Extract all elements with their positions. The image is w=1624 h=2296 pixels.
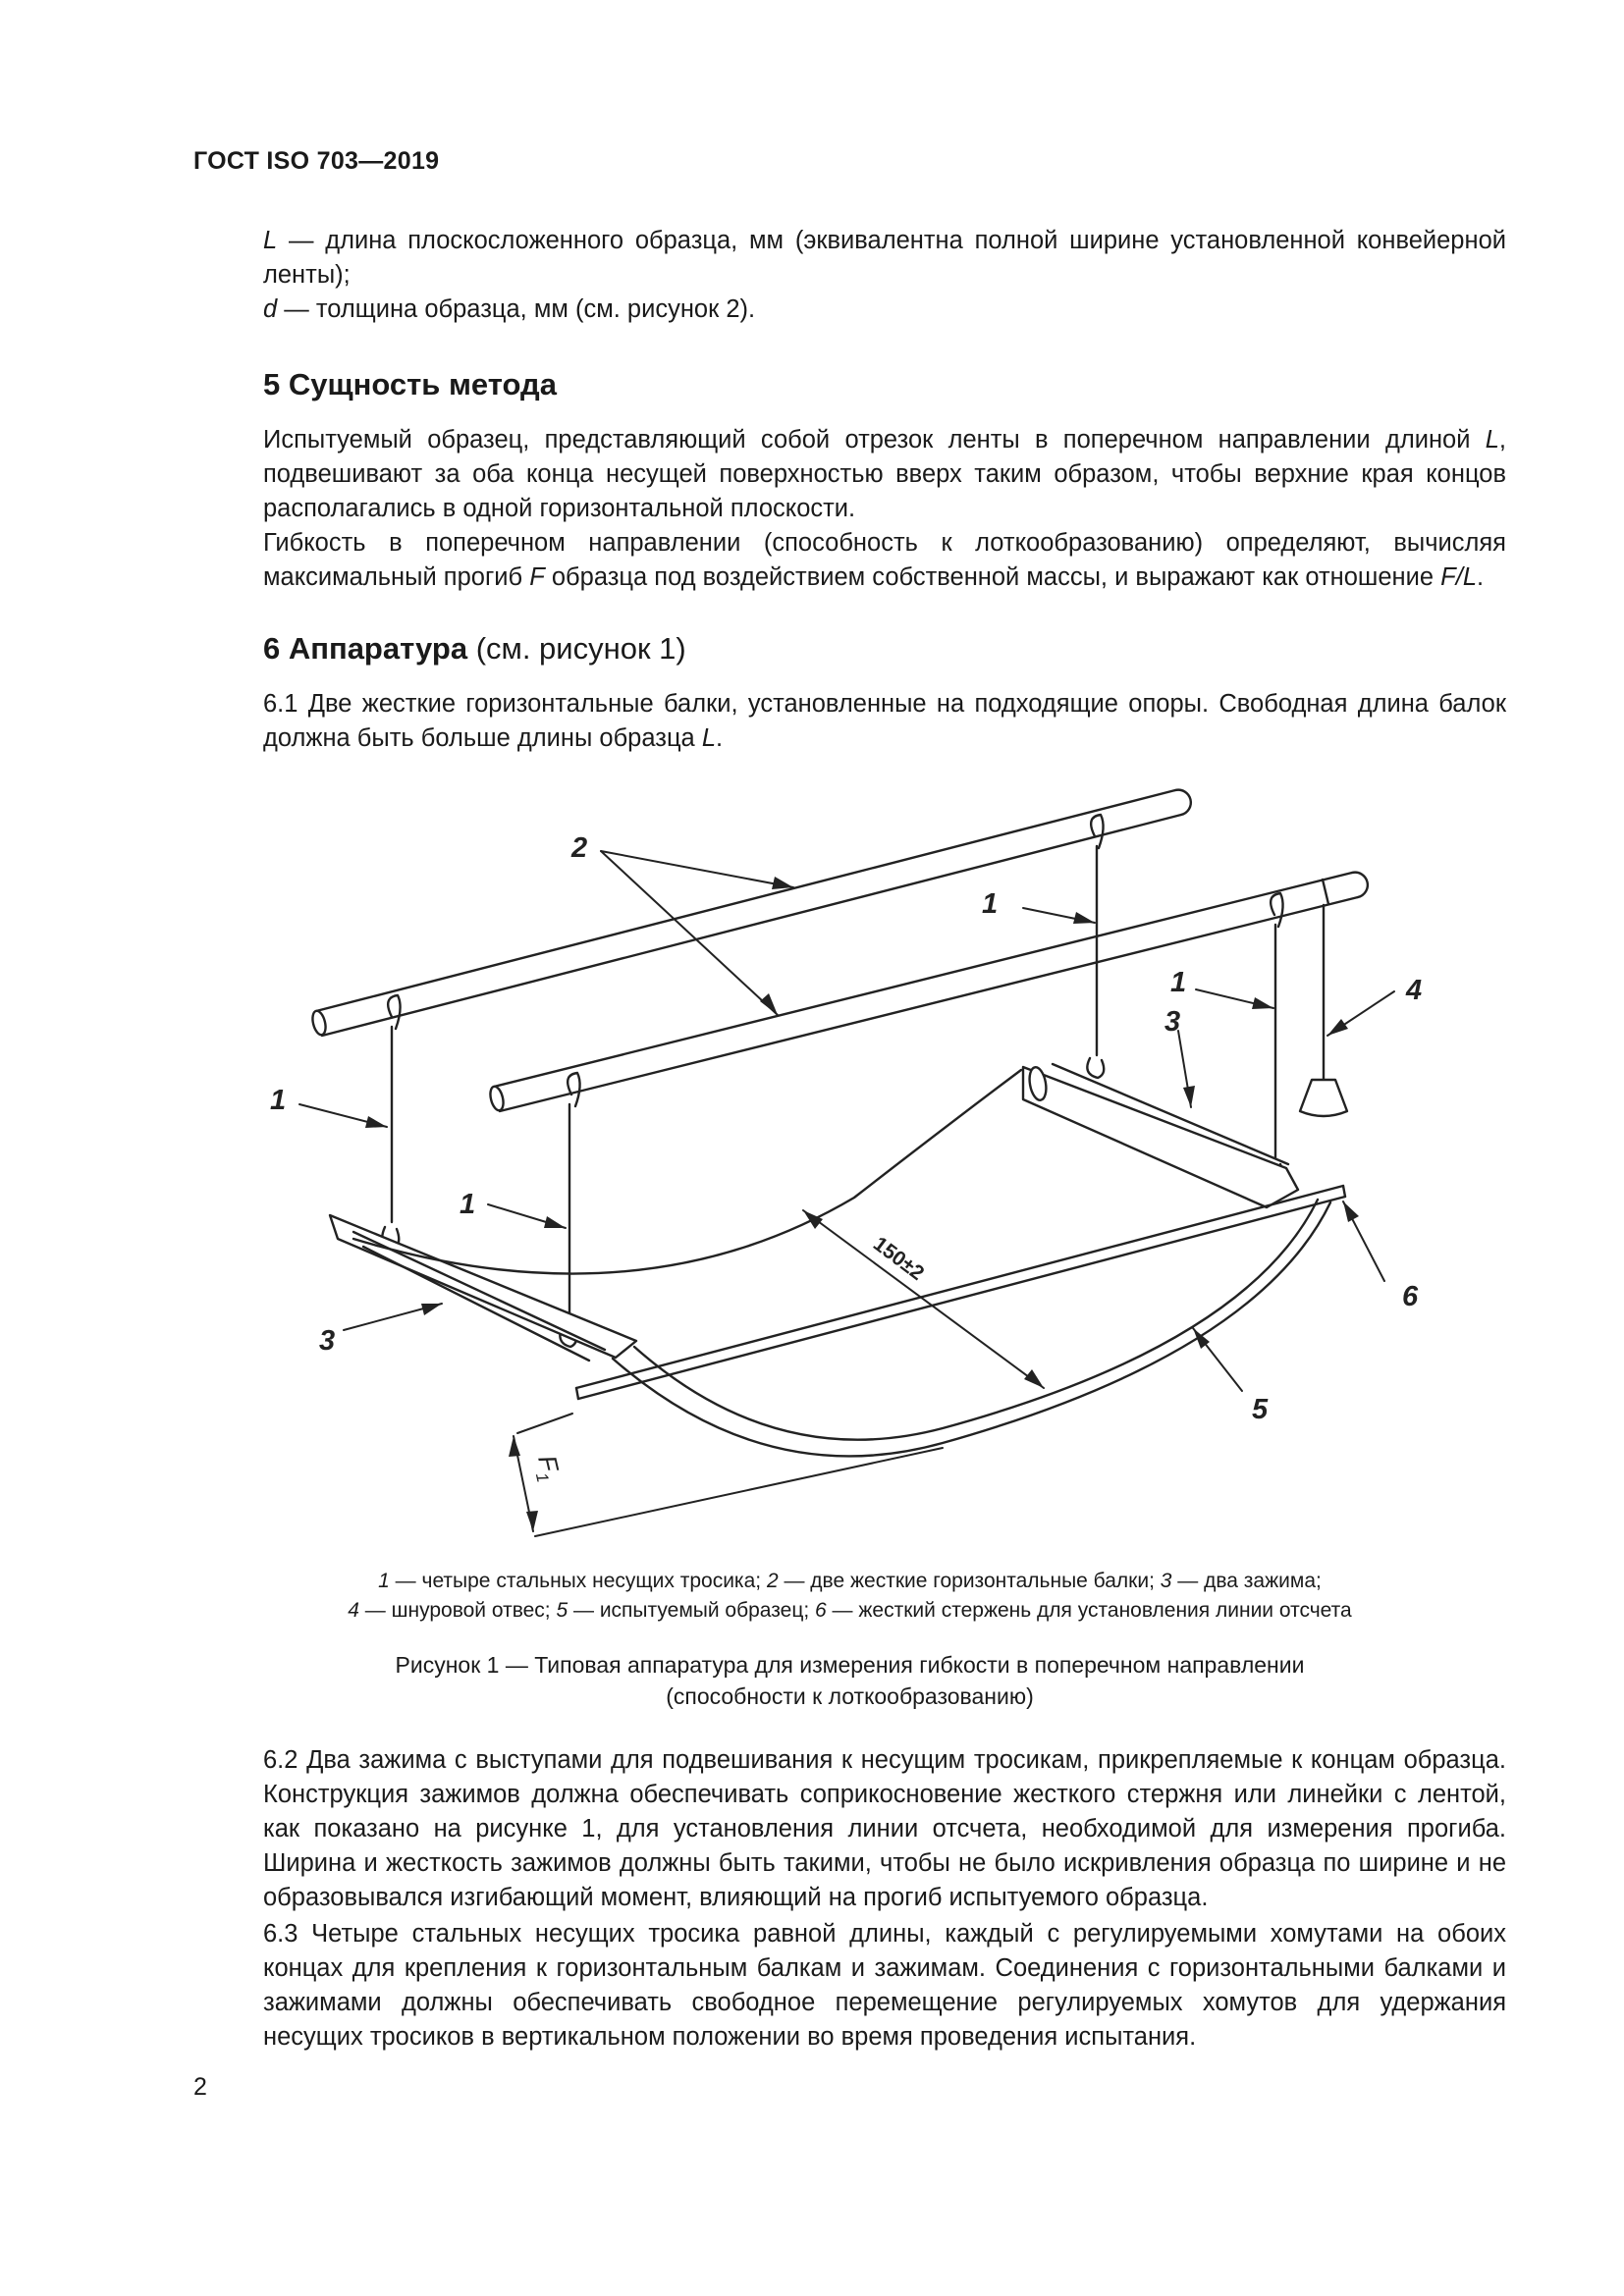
paragraph-6-1: 6.1 Две жесткие горизонтальные балки, установленные на подходящие опоры. Свободная длина балок должна быть больше длины образца L. [263, 690, 1506, 752]
definition-L: L — длина плоскосложенного образца, мм (эквивалентна полной ширине установленной конвейерной ленты); [263, 227, 1506, 289]
dimension-150: 150±2 [868, 1232, 929, 1286]
figure-legend: 1 — четыре стальных несущих тросика; 2 — две жесткие горизонтальные балки; 3 — два зажима; 4 — шнуровой отвес; 5 — испытуемый образец; 6 — жесткий стержень для установления линии отсчета [348, 1570, 1352, 1622]
specimen-upper [353, 1070, 1021, 1274]
reference-rod [576, 1186, 1345, 1399]
label-6: 6 [1402, 1281, 1419, 1312]
label-1-front-right: 1 [1170, 967, 1187, 998]
section-5-paragraph-1: Испытуемый образец, представляющий собой отрезок ленты в поперечном направлении длиной L, подвешивают за оба конца несущей поверхностью вверх таким образом, чтобы верхние края концов располагались в одной горизонтальной плоскости. [263, 426, 1506, 522]
label-1-front-left: 1 [460, 1189, 476, 1220]
label-2: 2 [571, 832, 588, 864]
clamp-right [1023, 1064, 1298, 1207]
section-6-heading: 6 Аппаратура (см. рисунок 1) [263, 631, 686, 666]
hook-front-right [1271, 893, 1282, 927]
svg-text:F1: $F_1$ [531, 1452, 565, 1484]
figure-caption: Рисунок 1 — Типовая аппаратура для измерения гибкости в поперечном направлении (способности к лоткообразованию) [395, 1652, 1305, 1709]
plumb-bob [1300, 1080, 1347, 1116]
page-number: 2 [193, 2073, 207, 2101]
specimen-lower [613, 1202, 1330, 1456]
label-5: 5 [1252, 1394, 1269, 1425]
hook-front-left [568, 1073, 579, 1106]
paragraph-6-3: 6.3 Четыре стальных несущих тросика равной длины, каждый с регулируемыми хомутами на обоих концах для крепления к горизонтальным балкам и зажимам. Соединения с горизонтальными балками и зажимами должны обеспечивать свободное перемещение регулируемых хомутов для удержания несущих тросиков в вертикальном положении во время проведения испытания. [263, 1920, 1506, 2051]
section-5-paragraph-2: Гибкость в поперечном направлении (способность к лоткообразованию) определяют, вычисляя максимальный прогиб F образца под воздействием собственной массы, и выражают как отношение F/L. [263, 529, 1506, 591]
dimension-F1 [528, 1453, 567, 1484]
label-3-right: 3 [1164, 1006, 1181, 1038]
definition-d: d — толщина образца, мм (см. рисунок 2). [263, 295, 756, 323]
label-4: 4 [1406, 975, 1423, 1006]
paragraph-6-2: 6.2 Два зажима с выступами для подвешивания к несущим тросикам, прикрепляемые к концам образца. Конструкция зажимов должна обеспечивать соприкосновение жесткого стержня или линейки с лентой, как показано на рисунке 1, для установления линии отсчета, необходимой для измерения прогиба. Ширина и жесткость зажимов должны быть такими, чтобы не было искривления образца по ширине и не образовывался изгибающий момент, влияющий на прогиб испытуемого образца. [263, 1746, 1506, 1911]
section-5-heading: 5 Сущность метода [263, 367, 557, 401]
label-1-back-right: 1 [982, 888, 999, 920]
page-header: ГОСТ ISO 703—2019 [193, 147, 440, 175]
beam-front [488, 873, 1368, 1112]
label-3-left: 3 [319, 1325, 336, 1357]
hook-back-left [388, 995, 400, 1029]
hook-back-right [1091, 815, 1103, 848]
beam-back [310, 790, 1191, 1037]
clamp-left [330, 1215, 636, 1361]
label-1-back-left: 1 [270, 1085, 287, 1116]
